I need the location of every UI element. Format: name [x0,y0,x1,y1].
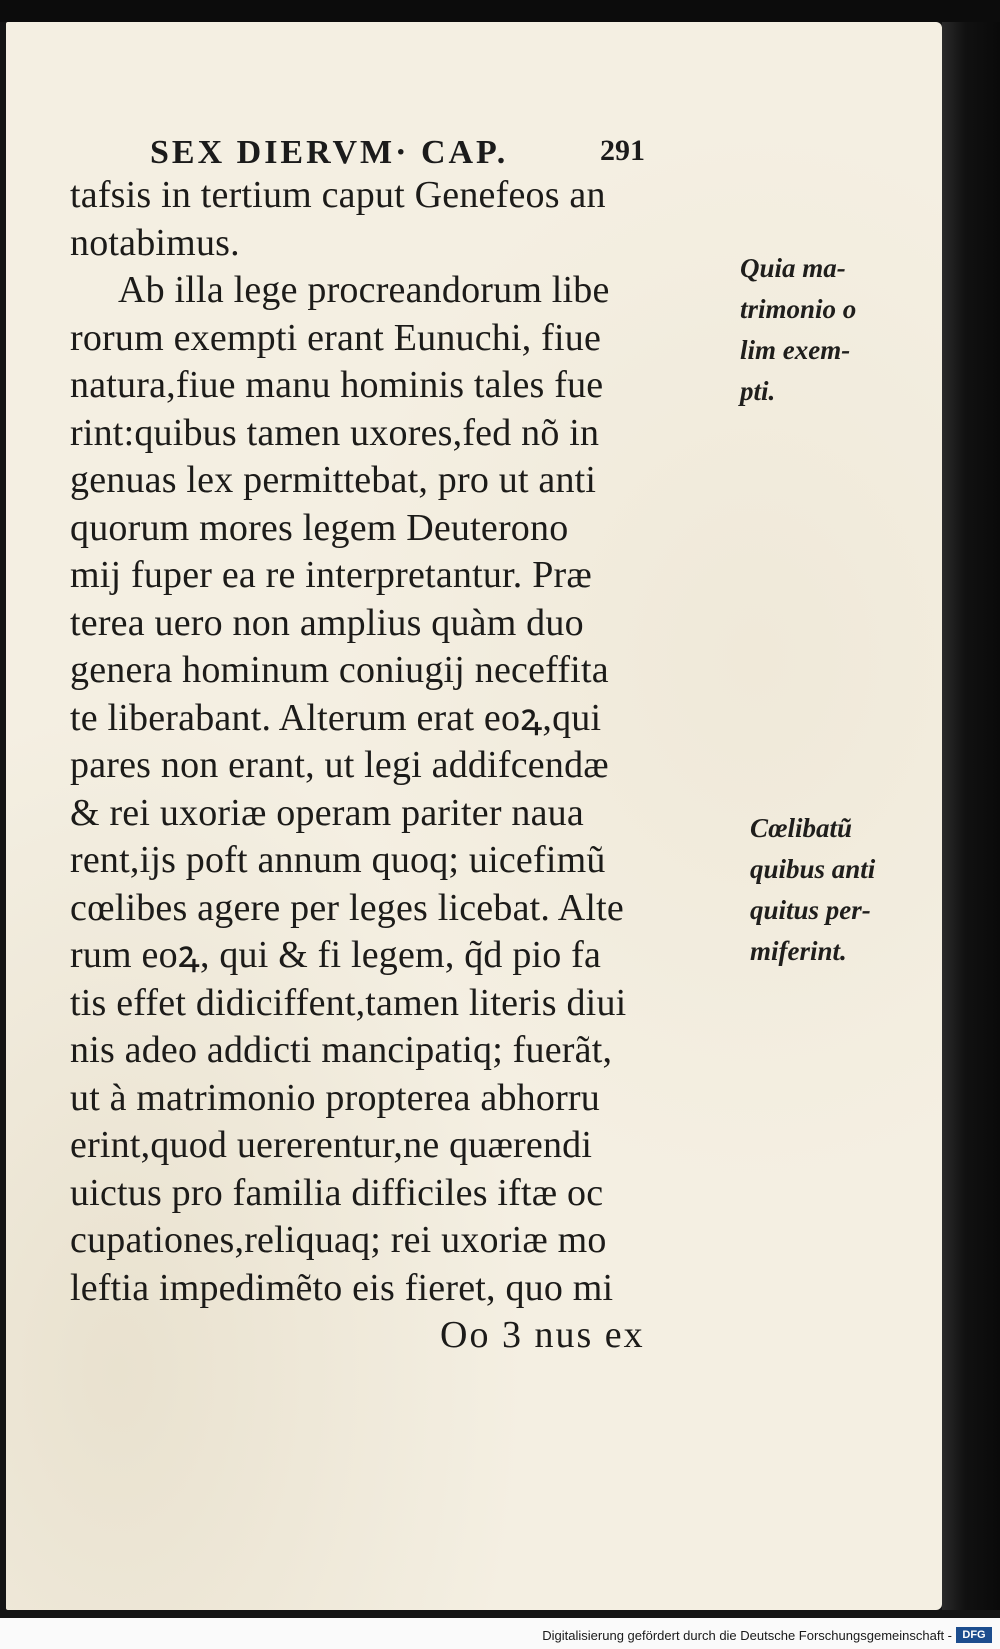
marginal-note-line: quibus anti [750,854,876,884]
catchword-line: Oo 3 nus ex [440,1314,645,1356]
text-line: rum eoꝝ, qui & fi legem, q̃d pio fa [70,934,602,976]
text-line: te liberabant. Alterum erat eoꝝ,qui [70,696,602,739]
text-line: genera hominum coniugij neceffita [70,649,609,691]
page-edge-shadow [942,22,1000,1610]
marginal-note-celibacy [750,808,900,972]
marginal-note-line: lim exem- [740,335,851,365]
text-line: mij fuper ea re interpretantur. Præ [70,554,592,596]
text-line: rorum exempti erant Eunuchi, fiue [70,316,602,359]
marginal-note-line: miferint. [750,936,847,966]
text-line: ut à matrimonio propterea abhorru [70,1076,600,1119]
text-line: leftia impedimẽto eis fieret, quo mi [70,1266,614,1309]
marginal-note-line: quitus per- [750,895,871,925]
text-line: notabimus. [70,221,240,264]
marginal-note-line: Cœlibatũ [750,813,853,843]
text-line: tis effet didiciffent,tamen literis diui [70,981,627,1024]
text-line: nis adeo addicti mancipatiq; fuerãt, [70,1029,613,1071]
text-line: terea uero non amplius quàm duo [70,601,584,644]
text-line: rint:quibus tamen uxores,fed nõ in [70,411,600,454]
folio-number: 291 [600,134,645,167]
main-text-block [70,172,750,1360]
text-line: erint,quod uererentur,ne quærendi [70,1124,593,1166]
text-line: uictus pro familia difficiles iftæ oc [70,1171,604,1214]
text-line: & rei uxoriæ operam pariter naua [70,791,584,834]
text-line: tafsis in tertium caput Genefeos an [70,174,606,216]
text-line: cupationes,reliquaq; rei uxoriæ mo [70,1219,607,1261]
dfg-logo: DFG [956,1627,992,1643]
text-line: natura,fiue manu hominis tales fue [70,364,604,406]
text-line: pares non erant, ut legi addifcendæ [70,744,609,786]
marginal-note-matrimony [740,248,890,412]
marginal-note-line: Quia ma- [740,253,846,283]
marginal-note-line: pti. [740,376,776,406]
running-head-title: SEX DIERVM· CAP. [150,134,509,171]
text-line: cœlibes agere per leges licebat. Alte [70,886,624,929]
text-line: quorum mores legem Deuterono [70,506,569,549]
text-line: Ab illa lege procreandorum libe [118,269,610,311]
top-frame-bar [0,0,1000,22]
running-head [150,134,710,174]
marginal-note-line: trimonio o [740,294,857,324]
text-line: genuas lex permittebat, pro ut anti [70,459,597,501]
bottom-frame-bar [0,1610,1000,1618]
footer-credit: Digitalisierung gefördert durch die Deutsche Forschungsgemeinschaft - [542,1628,952,1643]
text-line: rent,ijs poft annum quoq; uicefimũ [70,839,606,881]
